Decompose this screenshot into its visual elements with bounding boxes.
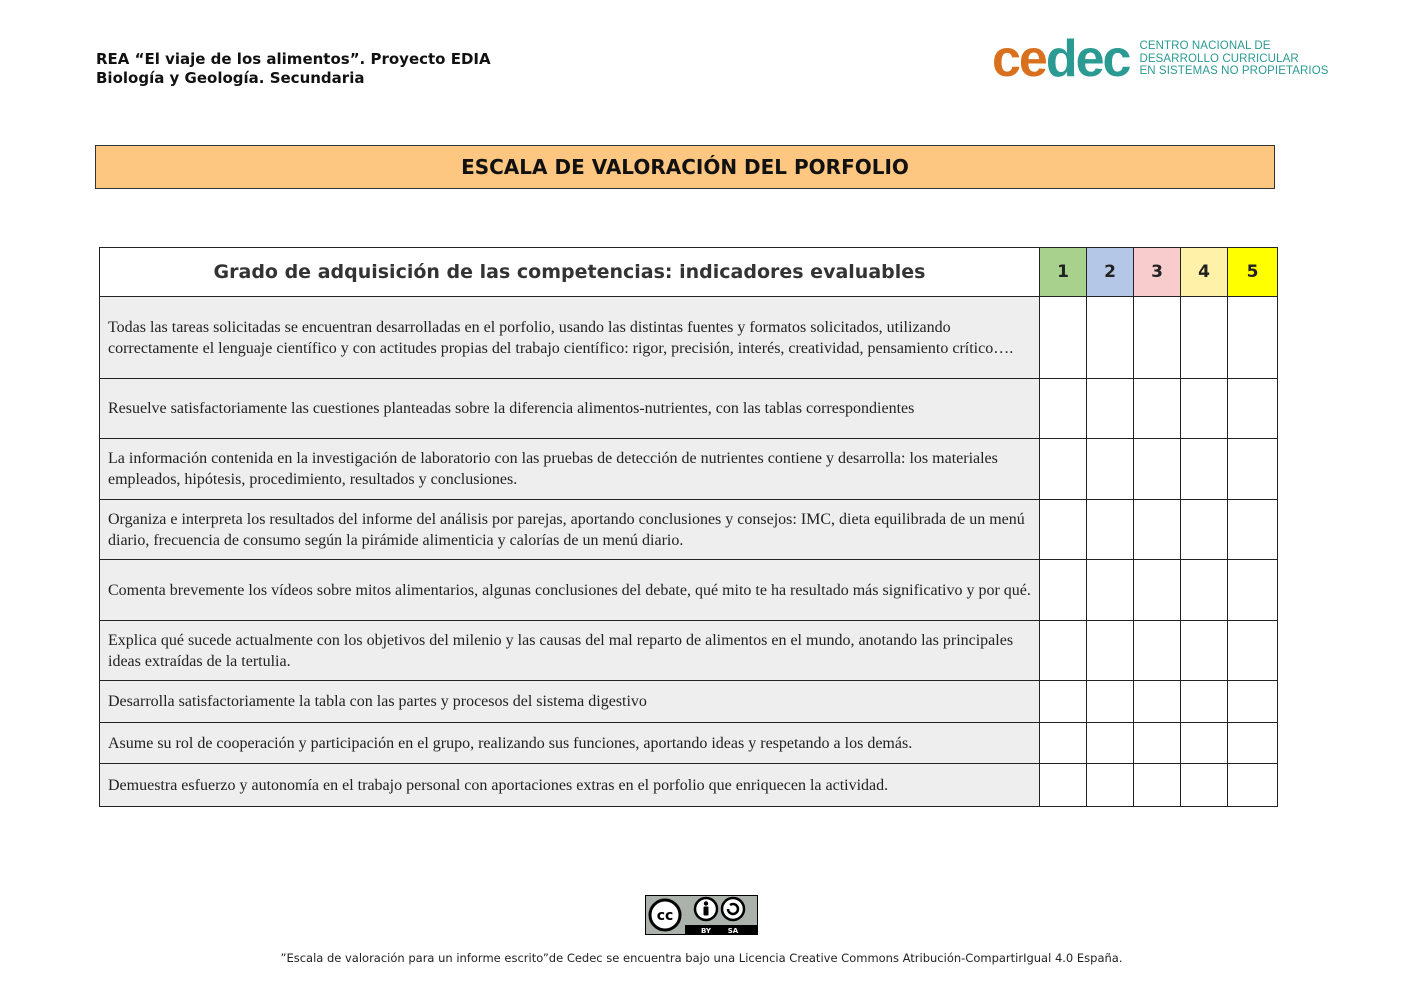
rating-cell[interactable] — [1134, 439, 1181, 500]
rating-cell[interactable] — [1228, 560, 1278, 621]
rating-cell[interactable] — [1040, 621, 1087, 681]
share-alike-icon — [722, 898, 744, 920]
rating-cell[interactable] — [1087, 379, 1134, 439]
by-label: BY — [700, 927, 712, 935]
criterion-text: Desarrolla satisfactoriamente la tabla con las partes y procesos del sistema digestivo — [100, 681, 1040, 723]
rating-cell[interactable] — [1181, 560, 1228, 621]
cedec-logo-word: cedec — [992, 30, 1130, 88]
sa-label: SA — [727, 927, 739, 935]
document-header — [96, 50, 491, 88]
rating-cell[interactable] — [1228, 500, 1278, 560]
rating-cell[interactable] — [1228, 379, 1278, 439]
table-row — [100, 764, 1278, 807]
rating-cell[interactable] — [1228, 297, 1278, 379]
table-row — [100, 297, 1278, 379]
header-project-line: REA “El viaje de los alimentos”. Proyecto EDIA — [96, 50, 491, 68]
table-row — [100, 723, 1278, 764]
criterion-text: Explica qué sucede actualmente con los objetivos del milenio y las causas del mal reparto de alimentos en el mundo, anotando las principales ideas extraídas de la tertulia. — [100, 621, 1040, 681]
level-5-header: 5 — [1228, 248, 1278, 297]
table-row — [100, 439, 1278, 500]
table-row — [100, 621, 1278, 681]
table-row — [100, 681, 1278, 723]
level-4-header: 4 — [1181, 248, 1228, 297]
cedec-logo — [992, 30, 1329, 88]
rating-scale-table — [99, 247, 1278, 807]
rating-cell[interactable] — [1134, 379, 1181, 439]
rating-cell[interactable] — [1087, 681, 1134, 723]
rating-cell[interactable] — [1087, 297, 1134, 379]
table-header-row — [100, 248, 1278, 297]
rating-cell[interactable] — [1181, 379, 1228, 439]
rating-cell[interactable] — [1181, 764, 1228, 807]
rating-cell[interactable] — [1040, 297, 1087, 379]
rating-cell[interactable] — [1087, 764, 1134, 807]
rating-cell[interactable] — [1181, 439, 1228, 500]
rating-cell[interactable] — [1040, 500, 1087, 560]
header-subject-line: Biología y Geología. Secundaria — [96, 69, 365, 87]
rating-cell[interactable] — [1134, 560, 1181, 621]
rating-cell[interactable] — [1181, 723, 1228, 764]
page-title: ESCALA DE VALORACIÓN DEL PORFOLIO — [95, 145, 1275, 189]
criterion-text: Organiza e interpreta los resultados del informe del análisis por parejas, aportando conclusiones y consejos: IMC, dieta equilibrada de un menú diario, frecuencia de consumo según la pirámide alimenticia y calorías de un menú diario. — [100, 500, 1040, 560]
rating-cell[interactable] — [1181, 681, 1228, 723]
criteria-column-header: Grado de adquisición de las competencias: indicadores evaluables — [100, 248, 1040, 297]
rating-cell[interactable] — [1040, 723, 1087, 764]
level-3-header: 3 — [1134, 248, 1181, 297]
rating-cell[interactable] — [1134, 500, 1181, 560]
rating-cell[interactable] — [1087, 560, 1134, 621]
table-row — [100, 560, 1278, 621]
rating-cell[interactable] — [1040, 439, 1087, 500]
rating-cell[interactable] — [1134, 681, 1181, 723]
rating-cell[interactable] — [1228, 681, 1278, 723]
table-row — [100, 379, 1278, 439]
rating-cell[interactable] — [1134, 764, 1181, 807]
level-2-header: 2 — [1087, 248, 1134, 297]
rating-cell[interactable] — [1181, 297, 1228, 379]
criterion-text: Comenta brevemente los vídeos sobre mitos alimentarios, algunas conclusiones del debate, qué mito te ha resultado más significativo y por qué. — [100, 560, 1040, 621]
rating-cell[interactable] — [1228, 723, 1278, 764]
rating-cell[interactable] — [1181, 621, 1228, 681]
rating-cell[interactable] — [1087, 500, 1134, 560]
criterion-text: La información contenida en la investigación de laboratorio con las pruebas de detección de nutrientes contiene y desarrolla: los materiales empleados, hipótesis, procedimiento, resultados y conclusiones. — [100, 439, 1040, 500]
table-row — [100, 500, 1278, 560]
rating-cell[interactable] — [1040, 379, 1087, 439]
rating-cell[interactable] — [1087, 723, 1134, 764]
cedec-logo-subtitle: CENTRO NACIONAL DE DESARROLLO CURRICULAR EN SISTEMAS NO PROPIETARIOS — [1139, 40, 1329, 78]
rating-cell[interactable] — [1040, 764, 1087, 807]
rating-cell[interactable] — [1134, 621, 1181, 681]
rating-cell[interactable] — [1228, 621, 1278, 681]
rating-cell[interactable] — [1228, 764, 1278, 807]
rating-cell[interactable] — [1134, 723, 1181, 764]
criterion-text: Todas las tareas solicitadas se encuentran desarrolladas en el porfolio, usando las distintas fuentes y formatos solicitados, utilizando correctamente el lenguaje científico y con actitudes propias del trabajo científico: rigor, precisión, interés, creatividad, pensamiento crítico…. — [100, 297, 1040, 379]
criterion-text: Asume su rol de cooperación y participación en el grupo, realizando sus funciones, aportando ideas y respetando a los demás. — [100, 723, 1040, 764]
rating-cell[interactable] — [1228, 439, 1278, 500]
rating-cell[interactable] — [1040, 560, 1087, 621]
rating-cell[interactable] — [1087, 621, 1134, 681]
rating-cell[interactable] — [1040, 681, 1087, 723]
rating-cell[interactable] — [1181, 500, 1228, 560]
criterion-text: Resuelve satisfactoriamente las cuestiones planteadas sobre la diferencia alimentos-nutrientes, con las tablas correspondientes — [100, 379, 1040, 439]
level-1-header: 1 — [1040, 248, 1087, 297]
rating-cell[interactable] — [1087, 439, 1134, 500]
cc-icon-label: cc — [656, 908, 674, 924]
rating-cell[interactable] — [1134, 297, 1181, 379]
license-footer: ”Escala de valoración para un informe escrito”de Cedec se encuentra bajo una Licencia Creative Commons Atribución-CompartirIgual 4.0 España. — [280, 951, 1123, 965]
cc-by-sa-license-badge — [645, 895, 758, 935]
criterion-text: Demuestra esfuerzo y autonomía en el trabajo personal con aportaciones extras en el porfolio que enriquecen la actividad. — [100, 764, 1040, 807]
